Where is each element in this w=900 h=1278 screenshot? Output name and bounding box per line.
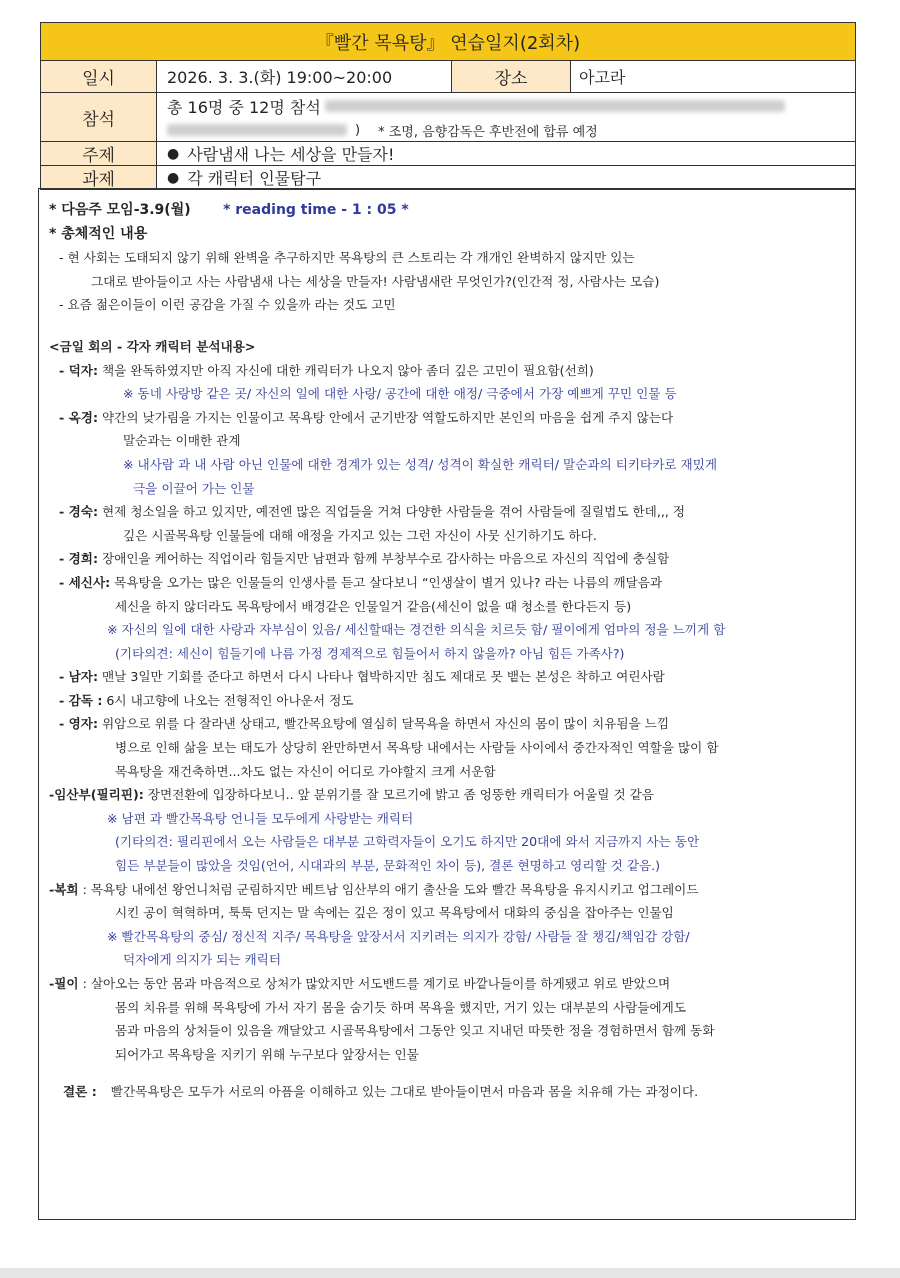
character-pregnant: -임산부(필리핀): 장면전환에 입장하다보니.. 앞 분위기를 잘 모르기에 밝고 좀 엉뚱한 캐릭터가 어울릴 것 같음	[49, 787, 654, 803]
task-label: 과제	[41, 166, 157, 189]
date-value: 2026. 3. 3.(화) 19:00~20:00	[167, 68, 393, 87]
character-gyeonghui: - 경희: 장애인을 케어하는 직업이라 힘들지만 남편과 함께 부창부수로 감사하는 마음으로 자신의 직업에 충실함	[59, 551, 670, 567]
character-pili: -필이 : 살아오는 동안 몸과 마음적으로 상처가 많았지만 서도밴드를 계기로 바깥나들이를 하게됐고 위로 받았으며	[49, 976, 671, 991]
note-line: ※ 동네 사랑방 같은 곳/ 자신의 일에 대한 사랑/ 공간에 대한 애정/ 극중에서 가장 예쁘게 꾸민 인물 등	[123, 386, 677, 402]
redacted-names-2	[167, 124, 347, 136]
attendance-note: * 조명, 음향감독은 후반전에 합류 예정	[378, 124, 598, 140]
character-bokhee: -복희 : 목욕탕 내에선 왕언니처럼 군림하지만 베트남 임산부의 애기 출산을 도와 빨간 목욕탕을 유지시키고 업그레이드	[49, 881, 699, 897]
document-title: 『빨간 목욕탕』 연습일지(2회차)	[41, 23, 855, 61]
bullet-icon: ●	[167, 169, 180, 186]
note-line: ※ 내사람 과 내 사람 아닌 인물에 대한 경계가 있는 성격/ 성격이 확실한 캐릭터/ 말순과의 티키타카로 재밌게	[123, 456, 718, 472]
note-line: ※ 남편 과 빨간목욕탕 언니들 모두에게 사랑받는 캐릭터	[107, 810, 414, 826]
topic-value: 사람냄새 나는 세상을 만들자!	[187, 145, 395, 164]
note-line: ※ 빨간목욕탕의 중심/ 정신적 지주/ 목욕탕을 앞장서서 지키려는 의지가 강함/ 사람들 잘 챙김/책임감 강함/	[107, 928, 690, 944]
conclusion: 결론 : 빨간목욕탕은 모두가 서로의 아픔을 이해하고 있는 그대로 받아들이면서 마음과 몸을 치유해 가는 과정이다.	[63, 1084, 699, 1100]
place-value: 아고라	[579, 68, 626, 87]
attendance-row: 참석 총 16명 중 12명 참석 ) * 조명, 음향감독은 후반전에 합류 예정	[41, 93, 855, 142]
page-footer-strip	[0, 1268, 900, 1278]
character-gyeongsuk: - 경숙: 현제 청소일을 하고 있지만, 예전엔 많은 직업들을 거쳐 다양한 사람들을 겪어 사람들에 질릴법도 한데,,, 정	[59, 504, 686, 520]
attendance-value: 총 16명 중 12명 참석	[167, 97, 321, 117]
analysis-title: <금일 회의 - 각자 캐릭터 분석내용>	[49, 338, 256, 354]
overall-line: 그대로 받아들이고 사는 사람냄새 나는 세상을 만들자! 사람냄새란 무엇인가?(인간적 정, 사람사는 모습)	[91, 273, 660, 289]
character-youngja: - 영자: 위암으로 위를 다 잘라낸 상태고, 빨간목요탕에 열심히 달목욕을 하면서 자신의 몸이 많이 치유됨을 느낌	[59, 716, 669, 732]
task-row	[41, 166, 855, 189]
task-value: 각 캐릭터 인물탐구	[187, 169, 322, 188]
reading-time: * reading time - 1 : 05 *	[223, 202, 409, 218]
note-line: 극을 이끌어 가는 인물	[133, 480, 255, 496]
character-okgyeong: - 옥경: 약간의 낮가림을 가지는 인물이고 목욕탕 안에서 군기반장 역할도하지만 본인의 마음을 쉽게 주지 않는다	[59, 409, 674, 425]
topic-label: 주제	[41, 142, 157, 165]
note-line: 힘든 부분들이 많았을 것임(언어, 시대과의 부분, 문화적인 차이 등), 결론 현명하고 영리할 것 같음.)	[115, 858, 661, 874]
header-table	[40, 22, 856, 190]
note-line: 덕자에게 의지가 되는 캐릭터	[123, 952, 281, 968]
next-meeting: * 다음주 모임-3.9(월)	[49, 202, 191, 218]
overall-title: * 총체적인 내용	[49, 225, 148, 242]
place-label: 장소	[451, 61, 571, 92]
overall-line: - 현 사회는 도태되지 않기 위해 완벽을 추구하지만 목욕탕의 큰 스토리는 각 개개인 완벽하지 않지만 있는	[59, 250, 635, 266]
note-line: ※ 자신의 일에 대한 사랑과 자부심이 있음/ 세신할때는 경건한 의식을 치르듯 함/ 필이에게 엄마의 정을 느끼게 함	[107, 622, 726, 638]
character-namja: - 남자: 맨날 3일만 기회를 준다고 하면서 다시 나타나 협박하지만 침도 제대로 못 뱉는 본성은 착하고 여린사람	[59, 669, 665, 685]
character-sesinsa: - 세신사: 목욕탕을 오가는 많은 인물들의 인생사를 듣고 살다보니 “인생살이 별거 있나? 라는 나름의 깨달음과	[59, 574, 663, 590]
topic-row	[41, 142, 855, 166]
character-director: - 감독 : 6시 내고향에 나오는 전형적인 아나운서 정도	[59, 692, 354, 708]
date-label: 일시	[41, 61, 157, 92]
redacted-names	[325, 100, 785, 112]
overall-line: - 요즘 젊은이들이 이런 공감을 가질 수 있을까 라는 것도 고민	[59, 297, 396, 313]
character-duckja: - 덕자: 책을 완독하였지만 아직 자신에 대한 캐릭터가 나오지 않아 좀더 깊은 고민이 필요함(선희)	[59, 362, 594, 378]
bullet-icon: ●	[167, 145, 180, 162]
date-row	[41, 61, 855, 93]
notes-body: * 다음주 모임-3.9(월) * reading time - 1 : 05 * * 총체적인 내용 - 현 사회는 도태되지 않기 위해 완벽을 추구하지만 목욕탕의 큰 스토리는 각 개개인 완벽하지 않지만 있는 그대로 받아들이고 사는 사람냄새 나는 세상을 만들자! 사람냄새란 무엇인가?(인간적 정, 사람사는 모습) - 요즘 젊은이들이 이런 공감을 가질 수 있을까 라는 것도 고민 <금일 회의 - 각자 캐릭터 분석내용> - 덕자: 책을 완독하였지만 아직 자신에 대한 캐릭터가 나오지 않아 좀더 깊은 고민이 필요함(선희) ※ 동네 사랑방 같은 곳/ 자신의 일에 대한 사랑/ 공간에 대한 애정/ 극중에서 가장 예쁘게 꾸민 인물 등 - 옥경: 약간의 낮가림을 가지는 인물이고 목욕탕 안에서 군기반장 역할도하지만 본인의 마음을 쉽게 주지 않는다 말순과는 이매한 관계 ※ 내사람 과 내 사람 아닌 인물에 대한 경계가 있는 성격/ 성격이 확실한 캐릭터/ 말순과의 티키타카로 재밌게 극을 이끌어 가는 인물 - 경숙: 현제 청소일을 하고 있지만, 예전엔 많은 직업들을 거쳐 다양한 사람들을 겪어 사람들에 질릴법도 한데,,, 정 깊은 시골목욕탕 인물들에 대해 애정을 가지고 있는 그런 자신이 사뭇 신기하기도 하다. - 경희: 장애인을 케어하는 직업이라 힘들지만 남편과 함께 부창부수로 감사하는 마음으로 자신의 직업에 충실함 - 세신사: 목욕탕을 오가는 많은 인물들의 인생사를 듣고 살다보니 “인생살이 별거 있나? 라는 나름의 깨달음과 세신을 하지 않더라도 목욕탕에서 배경같은 인물일거 같음(세신이 없을 때 청소를 한다든지 등) ※ 자신의 일에 대한 사랑과 자부심이 있음/ 세신할때는 경건한 의식을 치르듯 함/ 필이에게 엄마의 정을 느끼게 함 (기타의견: 세신이 힘들기에 나름 가정 경제적으로 힘들어서 하지 않을까? 아님 힘든 가족사?) - 남자: 맨날 3일만 기회를 준다고 하면서 다시 나타나 협박하지만 침도 제대로 못 뱉는 본성은 착하고 여린사람 - 감독 : 6시 내고향에 나오는 전형적인 아나운서 정도 - 영자: 위암으로 위를 다 잘라낸 상태고, 빨간목요탕에 열심히 달목욕을 하면서 자신의 몸이 많이 치유됨을 느낌 병으로 인해 삶을 보는 태도가 상당히 완만하면서 목욕탕 내에서는 사람들 사이에서 중간자적인 역할을 많이 함 목욕탕을 재건축하면...차도 없는 자신이 어디로 가야할지 크게 서운함 -임산부(필리핀): 장면전환에 입장하다보니.. 앞 분위기를 잘 모르기에 밝고 좀 엉뚱한 캐릭터가 어울릴 것 같음 ※ 남편 과 빨간목욕탕 언니들 모두에게 사랑받는 캐릭터 (기타의견: 필리핀에서 오는 사람들은 대부분 고학력자들이 오기도 하지만 20대에 와서 지금까지 사는 동안 힘든 부분들이 많았을 것임(언어, 시대과의 부분, 문화적인 차이 등), 결론 현명하고 영리할 것 같음.) -복희 : 목욕탕 내에선 왕언니처럼 군림하지만 베트남 임산부의 애기 출산을 도와 빨간 목욕탕을 유지시키고 업그레이드 시킨 공이 혁혁하며, 툭툭 던지는 말 속에는 깊은 정이 있고 목욕탕에서 대화의 중심을 잡아주는 인물임 ※ 빨간목욕탕의 중심/ 정신적 지주/ 목욕탕을 앞장서서 지키려는 의지가 강함/ 사람들 잘 챙김/책임감 강함/ 덕자에게 의지가 되는 캐릭터 -필이 : 살아오는 동안 몸과 마음적으로 상처가 많았지만 서도밴드를 계기로 바깥나들이를 하게됐고 위로 받았으며 몸의 치유를 위해 목욕탕에 가서 자기 몸을 숨기듯 하며 목욕을 했지만, 거기 있는 대부분의 사람들에게도 몸과 마음의 상처들이 있음을 깨달았고 시골목욕탕에서 그동안 잊고 지내던 따뜻한 정을 경험하면서 함께 동화 되어가고 목욕탕을 지키기 위해 누구보다 앞장서는 인물 결론 : 빨간목욕탕은 모두가 서로의 아픔을 이해하고 있는 그대로 받아들이면서 마음과 몸을 치유해 가는 과정이다.	[38, 188, 856, 1220]
attendance-label: 참석	[41, 93, 157, 141]
note-line: (기타의견: 세신이 힘들기에 나름 가정 경제적으로 힘들어서 하지 않을까? 아님 힘든 가족사?)	[115, 645, 625, 661]
note-line: (기타의견: 필리핀에서 오는 사람들은 대부분 고학력자들이 오기도 하지만 20대에 와서 지금까지 사는 동안	[115, 834, 700, 850]
